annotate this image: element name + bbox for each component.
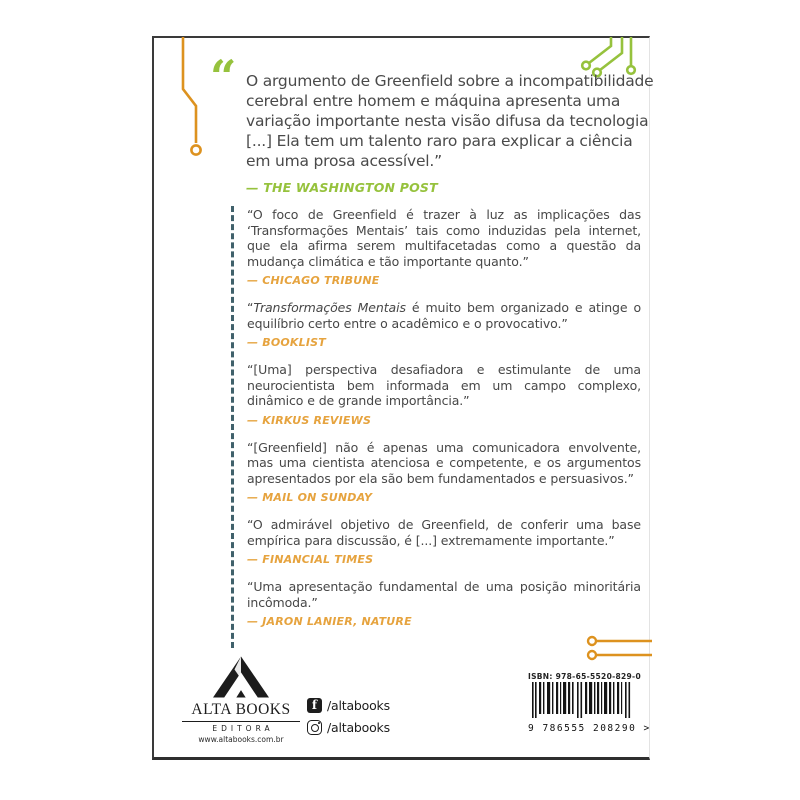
quote-source: — JARON LANIER, NATURE [247, 615, 412, 628]
quote-text: “O foco de Greenfield é trazer à luz as implicações das ‘Transformações Mentais’ tais como induzidas pela internet, que ela afirma serem multifacetadas como a questão da mudança climática e tão importante quanto.” [247, 207, 641, 269]
quote-text: “Transformações Mentais é muito bem organizado e atinge o equilíbrio certo entre o acadêmico e o provocativo.” [247, 300, 641, 331]
quote-mark-icon: “ [210, 50, 237, 104]
publisher-name: ALTA BOOKS [182, 701, 300, 722]
quote-text: “Uma apresentação fundamental de uma posição minoritária incômoda.” [247, 579, 641, 610]
quote-financial-times [247, 517, 641, 566]
facebook-handle: /altabooks [327, 698, 390, 713]
isbn-label: ISBN: 978-65-5520-829-0 [528, 672, 641, 681]
quote-text: “O admirável objetivo de Greenfield, de conferir uma base empírica para discussão, é [...] extremamente importante.” [247, 517, 641, 548]
book-back-cover [152, 36, 654, 760]
quote-mail-on-sunday [247, 440, 641, 505]
quote-source: — BOOKLIST [247, 336, 326, 349]
instagram-handle: /altabooks [327, 720, 390, 735]
quote-jaron-lanier [247, 579, 641, 628]
lead-quote-text: O argumento de Greenfield sobre a incompatibilidade cerebral entre homem e máquina apresenta uma variação importante nesta visão difusa da tecnologia [...] Ela tem um talento raro para explicar a ciência em uma prosa acessível.” [246, 72, 654, 170]
quote-source: — FINANCIAL TIMES [247, 553, 374, 566]
quote-source: — KIRKUS REVIEWS [247, 413, 372, 427]
barcode-digits: 9 786555 208290 > [528, 723, 651, 734]
publisher-website: www.altabooks.com.br [198, 735, 284, 744]
quote-chicago-tribune [247, 207, 641, 287]
quote-booklist [247, 300, 641, 349]
quote-text: “[Uma] perspectiva desafiadora e estimulante de uma neurocientista bem informada em um campo complexo, dinâmico e de grande importância.” [247, 362, 641, 408]
lead-quote [246, 71, 660, 198]
publisher-subtitle: EDITORA [212, 724, 274, 733]
facebook-icon: f [307, 698, 322, 713]
quote-source: — CHICAGO TRIBUNE [247, 274, 380, 287]
publisher-logo [182, 656, 300, 744]
circuit-trace-top-left-icon [154, 37, 214, 162]
alta-books-logo-icon [213, 656, 269, 698]
quote-source: — MAIL ON SUNDAY [247, 491, 373, 504]
lead-quote-source: — THE WASHINGTON POST [246, 180, 438, 195]
press-quotes [247, 207, 641, 641]
quote-text: “[Greenfield] não é apenas uma comunicadora envolvente, mas uma cientista atenciosa e competente, e os argumentos apresentados por ela são bem fundamentados e persuasivos.” [247, 439, 641, 486]
facebook-row [307, 698, 390, 713]
barcode-block [528, 672, 651, 734]
quote-kirkus-reviews [247, 362, 641, 427]
instagram-icon [307, 720, 322, 735]
social-links [307, 698, 390, 742]
barcode-bars-icon [532, 682, 634, 718]
instagram-row [307, 720, 390, 735]
dashed-divider [231, 206, 234, 648]
